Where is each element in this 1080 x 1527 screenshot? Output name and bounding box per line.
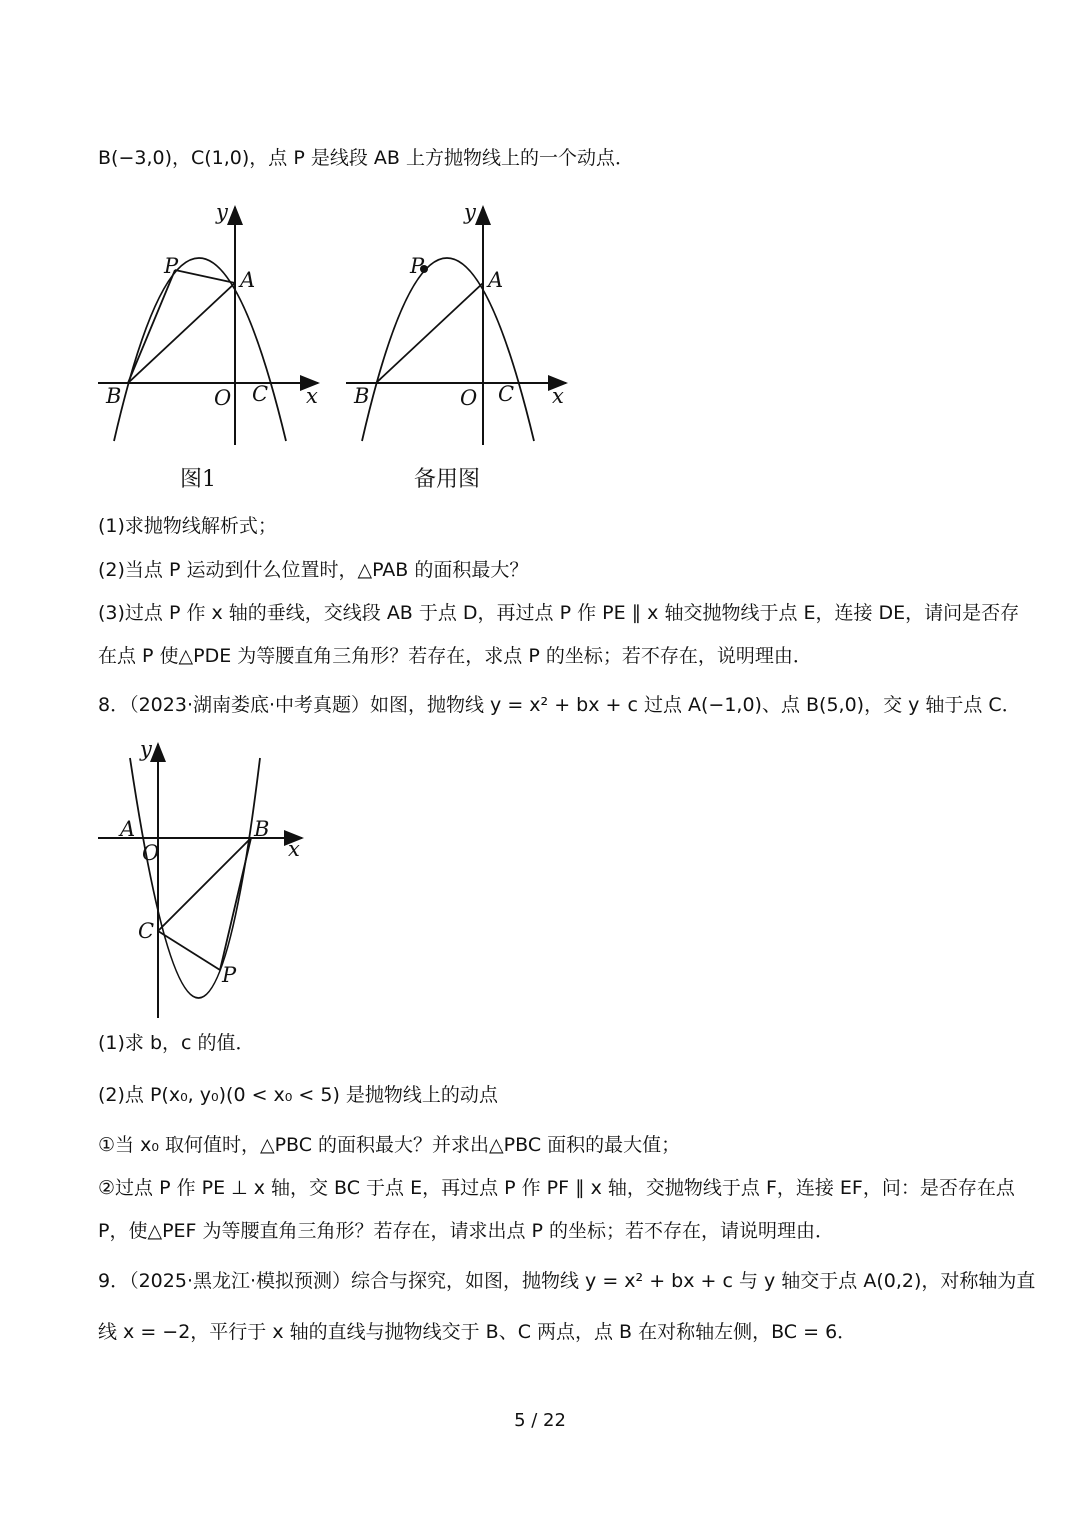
text-q7-3b: 在点 P 使△PDE 为等腰直角三角形？若存在，求点 P 的坐标；若不存在，说明理由． xyxy=(98,645,812,667)
label-x: x xyxy=(288,837,300,861)
label-P: P xyxy=(410,254,425,278)
figure-3 xyxy=(92,738,312,1023)
text-q8: 8．（2023·湖南娄底·中考真题）如图，抛物线 y = x² + bx + c 过点 A(−1,0)、点 B(5,0)，交 y 轴于点 C． xyxy=(98,694,1021,716)
label-x: x xyxy=(552,384,564,408)
segment-BP xyxy=(128,270,175,383)
label-C: C xyxy=(138,919,155,943)
label-A: A xyxy=(120,817,136,841)
text-q7-3a: (3)过点 P 作 x 轴的垂线，交线段 AB 于点 D，再过点 P 作 PE ∥ x 轴交抛物线于点 E，连接 DE，请问是否存 xyxy=(98,602,1020,624)
label-B: B xyxy=(354,384,370,408)
label-O: O xyxy=(460,386,478,410)
text-q7-2: (2)当点 P 运动到什么位置时，△PAB 的面积最大？ xyxy=(98,559,529,581)
text-line-intro: B(−3,0)，C(1,0)，点 P 是线段 AB 上方抛物线上的一个动点． xyxy=(98,147,634,169)
label-y: y xyxy=(464,200,476,224)
label-B: B xyxy=(254,817,270,841)
text-q8-2: (2)点 P(x₀, y₀)(0 < x₀ < 5) 是抛物线上的动点 xyxy=(98,1084,498,1106)
text-q8-2a: ①当 x₀ 取何值时，△PBC 的面积最大？并求出△PBC 面积的最大值； xyxy=(98,1134,681,1156)
figure-1-caption: 图1 xyxy=(180,467,216,492)
text-q7-1: (1)求抛物线解析式； xyxy=(98,515,277,537)
parabola-curve xyxy=(114,258,286,441)
label-B: B xyxy=(106,384,122,408)
text-q8-2b-1: ②过点 P 作 PE ⊥ x 轴，交 BC 于点 E，再过点 P 作 PF ∥ x 轴，交抛物线于点 F，连接 EF，问：是否存在点 xyxy=(98,1177,1015,1199)
figure-1 xyxy=(90,195,330,455)
label-x: x xyxy=(306,384,318,408)
text-q8-1: (1)求 b，c 的值． xyxy=(98,1032,255,1054)
segment-PB xyxy=(220,838,251,970)
parabola-curve xyxy=(130,758,260,998)
page-number: 5 / 22 xyxy=(514,1410,566,1431)
text-q9-2: 线 x = −2，平行于 x 轴的直线与抛物线交于 B、C 两点，点 B 在对称轴左侧，BC = 6． xyxy=(98,1321,857,1343)
label-P: P xyxy=(164,254,179,278)
text-q8-2b-2: P，使△PEF 为等腰直角三角形？若存在，请求出点 P 的坐标；若不存在，请说明理由． xyxy=(98,1220,835,1242)
label-A: A xyxy=(488,268,504,292)
figure-2-caption: 备用图 xyxy=(414,467,481,492)
label-y: y xyxy=(140,738,152,761)
label-y: y xyxy=(216,200,228,224)
segment-CP xyxy=(158,931,220,970)
label-P: P xyxy=(222,963,237,987)
figure-2 xyxy=(338,195,578,455)
label-A: A xyxy=(240,268,256,292)
label-C: C xyxy=(252,382,269,406)
segment-CB xyxy=(158,838,251,931)
label-C: C xyxy=(498,382,515,406)
label-O: O xyxy=(214,386,232,410)
text-q9-1: 9．（2025·黑龙江·模拟预测）综合与探究，如图，抛物线 y = x² + bx + c 与 y 轴交于点 A(0,2)，对称轴为直 xyxy=(98,1270,1036,1292)
label-O: O xyxy=(142,841,160,865)
parabola-curve xyxy=(362,258,534,441)
